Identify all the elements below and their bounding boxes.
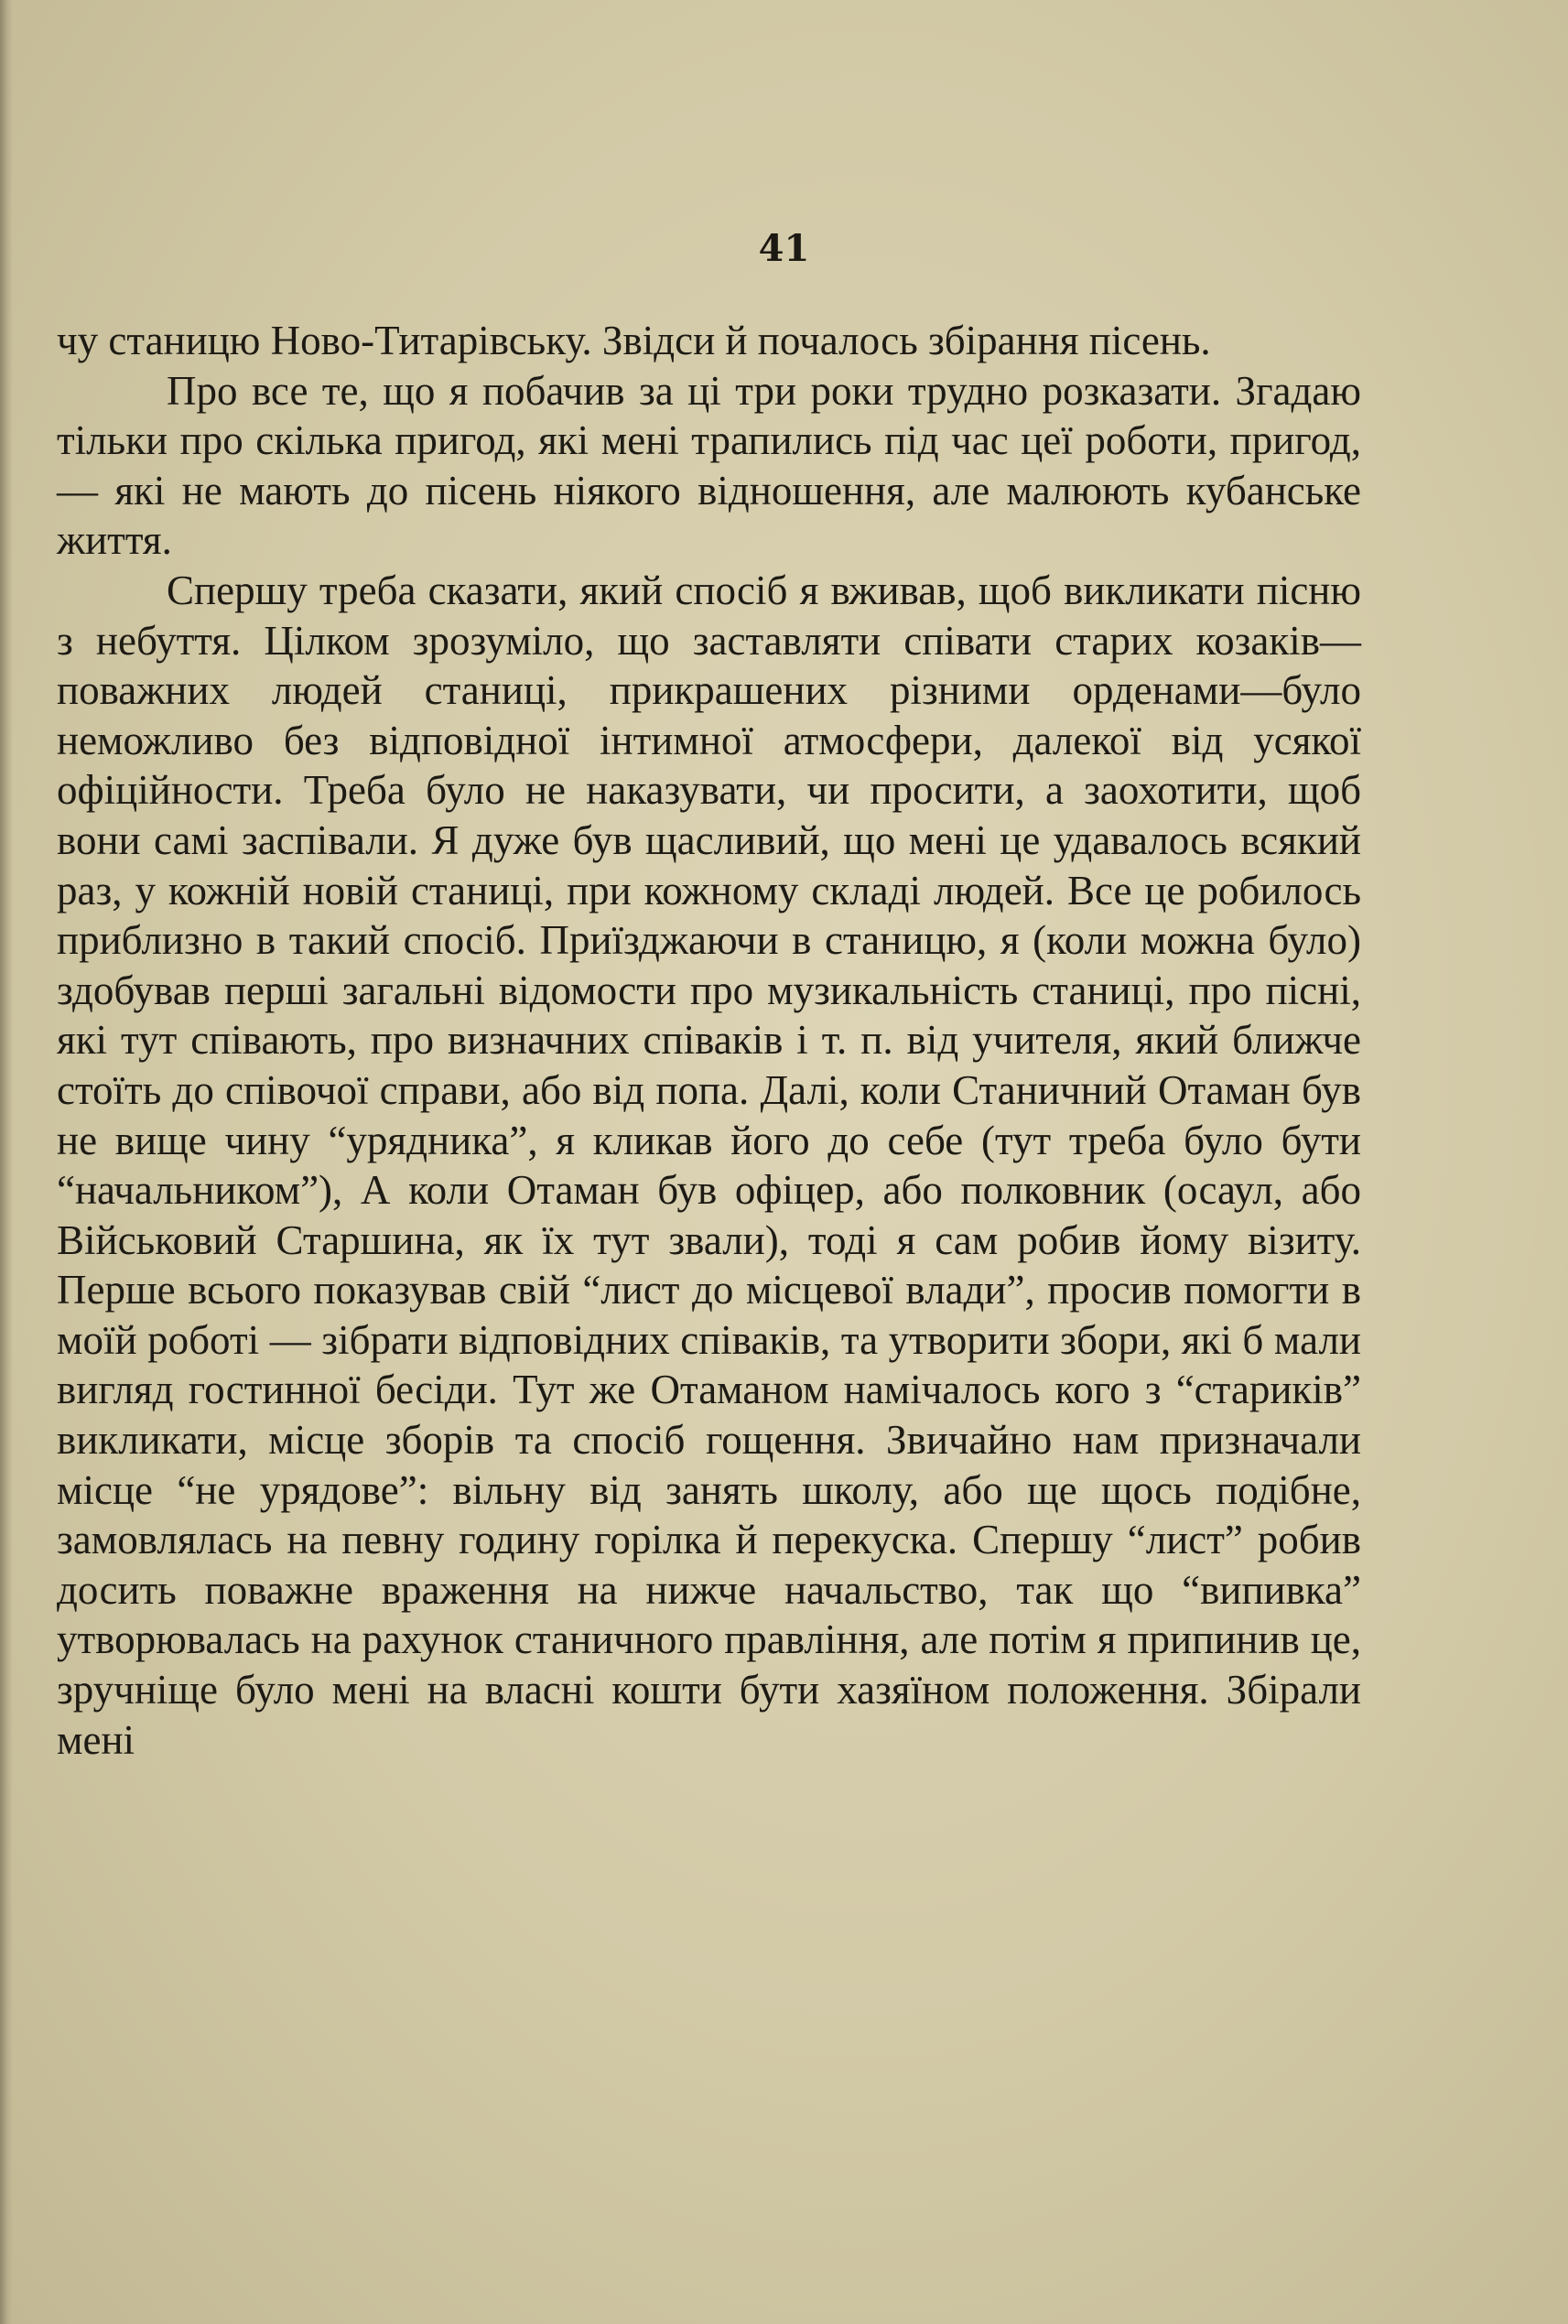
binding-shadow: [0, 0, 13, 2324]
body-text: [57, 316, 1361, 1765]
paragraph-adventures: Про все те, що я побачив за ці три роки трудно розказати. Згадаю тільки про скілька пригод, які мені трапились під час цеї роботи, пригод, — які не мають до пісень ніякого відношення, але малюють кубанське життя.: [57, 367, 1361, 564]
page-number: 41: [758, 227, 810, 270]
paragraph-method: Спершу треба сказати, який спосіб я вживав, щоб викликати пісню з небуття. Цілком зрозуміло, що заставляти співати старих козаків—поважних людей станиці, прикрашених різними орденами—було неможливо без відповідної інтимної атмосфери, далекої від усякої офіційности. Треба було не наказувати, чи просити, а заохотити, щоб вони самі заспівали. Я дуже був щасливий, що мені це удавалось всякий раз, у кожній новій станиці, при кожному складі людей. Все це робилось приблизно в такий спосіб. Приїзджаючи в станицю, я (коли можна було) здобував перші загальні відомости про музикальність станиці, про пісні, які тут співають, про визначних співаків і т. п. від учителя, який ближче стоїть до співочої справи, або від попа. Далі, коли Станичний Отаман був не вище чину “урядника”, я кликав його до себе (тут треба було бути “начальником”), А коли Отаман був офіцер, або полковник (осаул, або Військовий Старшина, як їх тут звали), тоді я сам робив йому візиту. Перше всього показував свій “лист до місцевої влади”, просив помогти в моїй роботі — зібрати відповідних співаків, та утворити збори, які б мали вигляд гостинної бесіди. Тут же Отаманом намічалось кого з “стариків” викликати, місце зборів та спосіб гощення. Звичайно нам призначали місце “не урядове”: вільну від занять школу, або ще щось подібне, замовлялась на певну годину горілка й перекуска. Спершу “лист” робив досить поважне враження на нижче начальство, так що “випивка” утворювалась на рахунок станичного правління, але потім я припинив це, зручніще було мені на власні кошти бути хазяїном положення. Збірали мені: [57, 567, 1361, 1763]
paragraph-continuation: чу станицю Ново-Титарівську. Звідси й почалось збірання пісень.: [57, 318, 1211, 363]
